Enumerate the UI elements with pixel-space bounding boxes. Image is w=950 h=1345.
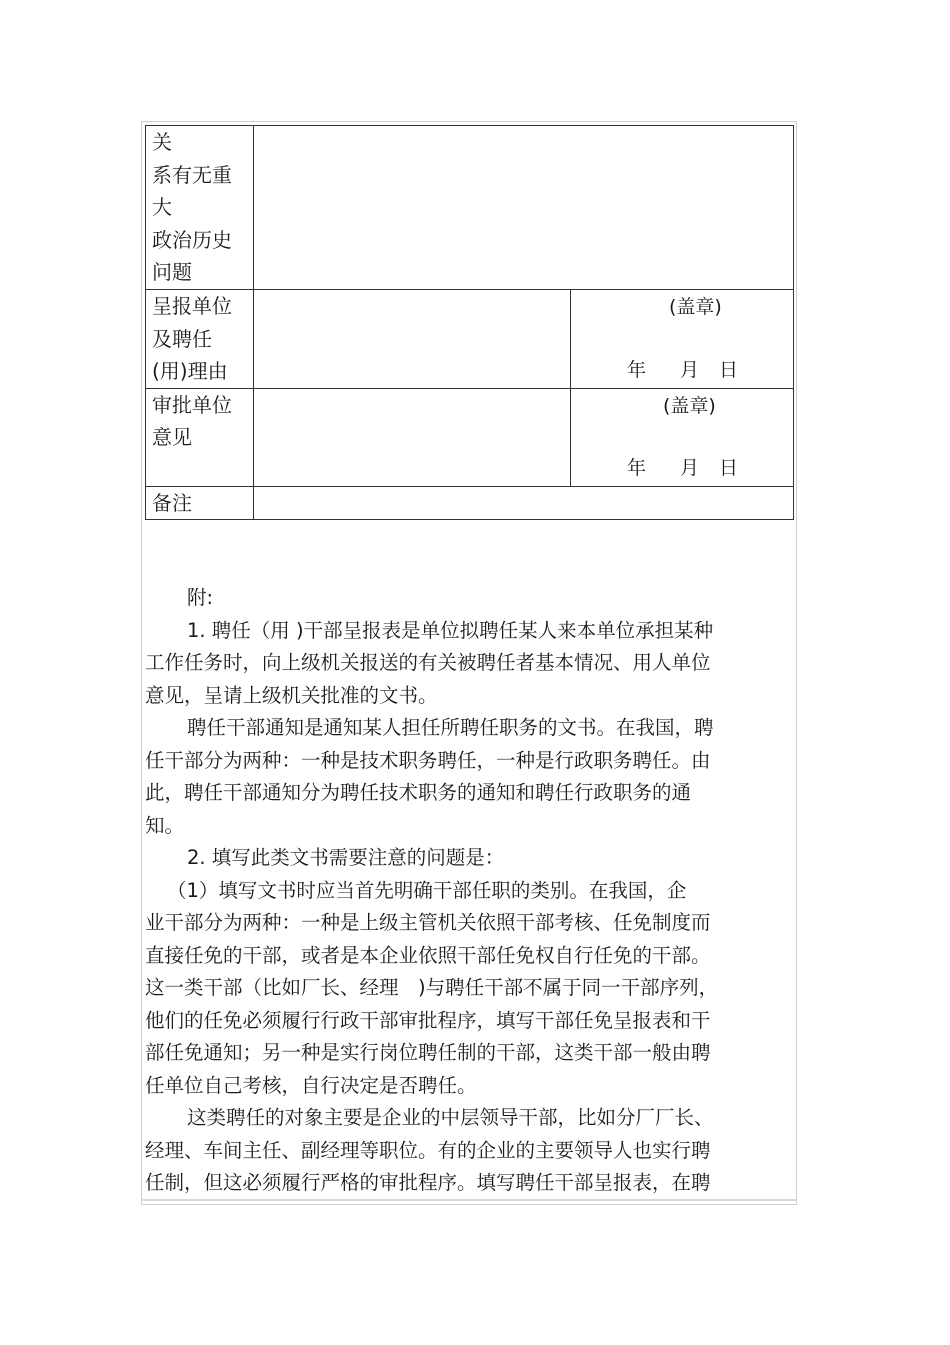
label-remarks: 备注 <box>146 486 254 520</box>
label-approval-opinion: 审批单位 意见 <box>146 388 254 486</box>
appendix-notes <box>145 582 757 1200</box>
paragraph-1-cont: 工作任务时，向上级机关报送的有关被聘任者基本情况、用人单位 意见，呈请上级机关批准的文书。 <box>145 651 711 707</box>
field-submit-reason[interactable] <box>254 290 571 389</box>
seal-label: (盖章) <box>663 394 716 417</box>
paragraph-2: 聘任干部通知是通知某人担任所聘任职务的文书。在我国，聘 <box>187 716 714 739</box>
form-row-history <box>146 126 794 290</box>
date-line: 年 月 日 <box>627 456 739 479</box>
seal-box-submit <box>571 290 794 389</box>
seal-box-approval <box>571 388 794 486</box>
field-approval-opinion[interactable] <box>254 388 571 486</box>
paragraph-3: 2. 填写此类文书需要注意的问题是： <box>187 846 505 869</box>
paragraph-2-cont: 任干部分为两种：一种是技术职务聘任，一种是行政职务聘任。由 此，聘任干部通知分为聘任技术职务的通知和聘任行政职务的通 知。 <box>145 748 711 837</box>
form-row-reason <box>146 290 794 389</box>
label-political-history: 关 系有无重 大 政治历史 问题 <box>146 126 254 290</box>
notes-heading: 附: <box>187 586 214 609</box>
page-frame-bottom <box>141 1199 797 1201</box>
paragraph-4: （1）填写文书时应当首先明确干部任职的类别。在我国，企 <box>167 878 687 902</box>
paragraph-5: 这类聘任的对象主要是企业的中层领导干部，比如分厂厂长、 <box>187 1106 714 1129</box>
approval-form-table <box>145 125 794 520</box>
form-row-approval <box>146 388 794 486</box>
paragraph-4-cont: 业干部分为两种：一种是上级主管机关依照干部考核、任免制度而 直接任免的干部，或者是本企业依照干部任免权自行任免的干部。 这一类干部（比如厂长、经理 )与聘任干部不属于同一干部序列， 他们的任免必须履行行政干部审批程序，填写干部任免呈报表和干 部任免通知；另一种是实行岗位聘任制的干部，这类干部一般由聘 任单位自己考核，自行决定是否聘任。 <box>145 911 719 1097</box>
label-submit-reason: 呈报单位 及聘任 (用)理由 <box>146 290 254 389</box>
paragraph-5-cont: 经理、车间主任、副经理等职位。有的企业的主要领导人也实行聘 任制，但这必须履行严格的审批程序。填写聘任干部呈报表，在聘 <box>145 1138 711 1194</box>
field-political-history[interactable] <box>254 126 794 290</box>
seal-label: (盖章) <box>669 296 722 318</box>
paragraph-1: 1. 聘任（用 )干部呈报表是单位拟聘任某人来本单位承担某种 <box>187 618 714 642</box>
date-line: 年 月 日 <box>627 358 739 381</box>
form-row-remarks <box>146 486 794 520</box>
field-remarks[interactable] <box>254 486 794 520</box>
